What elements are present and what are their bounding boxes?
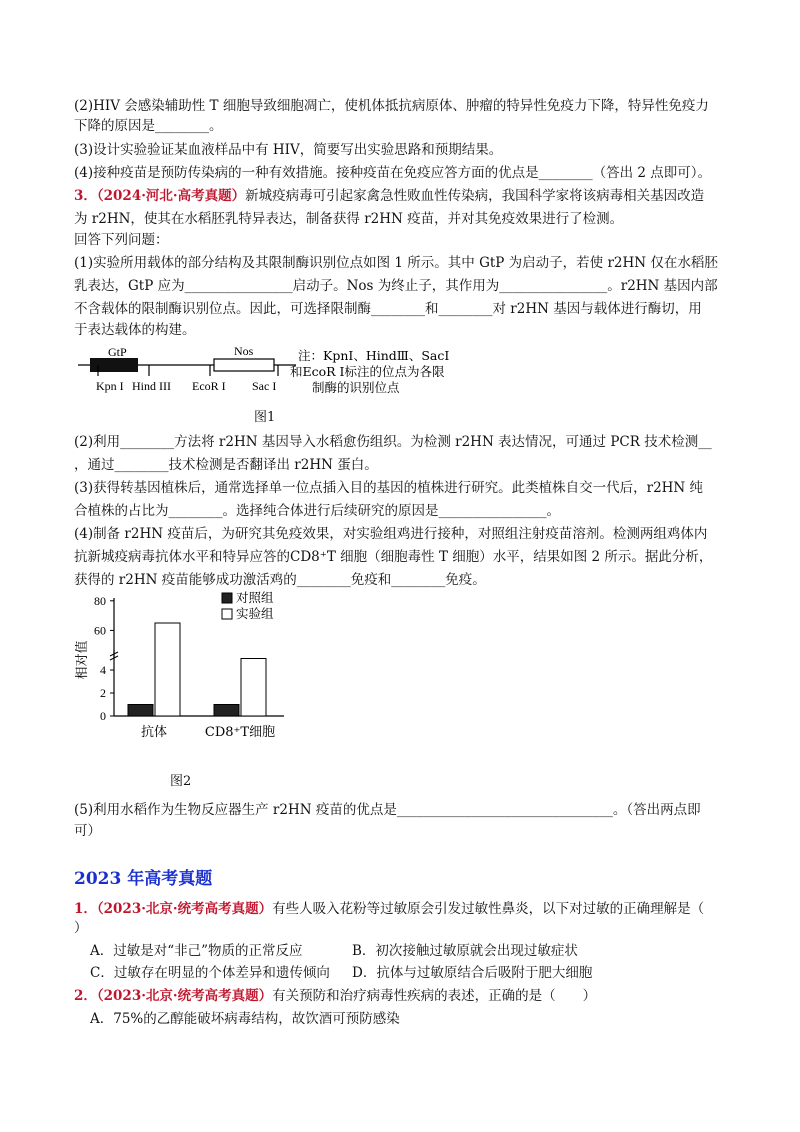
text-line: (2)利用________方法将 r2HN 基因导入水稻愈伤组织。为检测 r2HN 表达情况，可通过 PCR 技术检测__ bbox=[74, 434, 712, 450]
bar bbox=[241, 659, 266, 717]
question-number: 3．（2024·河北·高考真题） bbox=[74, 188, 246, 204]
bar-chart bbox=[74, 588, 334, 748]
figure-1-caption: 图1 bbox=[254, 410, 276, 425]
text-line: 不含载体的限制酶识别位点。因此，可选择限制酶________和________对 r2HN 基因与载体进行酶切，用 bbox=[74, 301, 702, 317]
fig1-note-3: 制酶的识别位点 bbox=[312, 380, 400, 395]
text-line: 为 r2HN，使其在水稻胚乳特异表达，制备获得 r2HN 疫苗，并对其免疫效果进行了检测。 bbox=[74, 211, 624, 227]
nos-box bbox=[214, 359, 274, 371]
text-line: 于表达载体的构建。 bbox=[74, 322, 196, 338]
legend-label: 实验组 bbox=[236, 606, 274, 621]
vector-diagram bbox=[74, 340, 494, 410]
question-number: 2．（2023·北京·统考高考真题） bbox=[74, 988, 273, 1004]
option-b[interactable]: B．初次接触过敏原就会出现过敏症状 bbox=[352, 943, 578, 959]
question-2 bbox=[74, 986, 596, 1006]
question-number: 1．（2023·北京·统考高考真题） bbox=[74, 901, 273, 917]
nos-label: Nos bbox=[234, 344, 254, 358]
option-d[interactable]: D．抗体与过敏原结合后吸附于肥大细胞 bbox=[352, 965, 593, 981]
text-line: 可） bbox=[74, 823, 101, 839]
fig1-note-1: 注：KpnⅠ、HindⅢ、SacⅠ bbox=[298, 348, 450, 363]
site-ecor: EcoR I bbox=[192, 379, 226, 393]
gtp-label: GtP bbox=[108, 345, 127, 359]
y-axis-label: 相对值 bbox=[75, 640, 90, 680]
y-tick-label: 4 bbox=[100, 663, 106, 677]
text-line: 乳表达，GtP 应为________________启动子。Nos 为终止子，其作用为________________。r2HN 基因内部 bbox=[74, 278, 718, 294]
bar bbox=[155, 623, 180, 716]
text-line: 抗新城疫病毒抗体水平和特异应答的CD8⁺T 细胞（细胞毒性 T 细胞）水平，结果如图 2 所示。据此分析， bbox=[74, 549, 713, 565]
fig1-note-2: 和EcoR Ⅰ标注的位点为各限 bbox=[290, 364, 445, 379]
figure-2-caption: 图2 bbox=[170, 774, 192, 789]
bar bbox=[128, 705, 153, 717]
option-a[interactable]: A．75%的乙醇能破坏病毒结构，故饮酒可预防感染 bbox=[90, 1011, 400, 1027]
gtp-box bbox=[90, 358, 138, 372]
text-line: (2)HIV 会感染辅助性 T 细胞导致细胞凋亡，使机体抵抗病原体、肿瘤的特异性免疫力下降，特异性免疫力 bbox=[74, 98, 709, 114]
site-sac: Sac I bbox=[252, 379, 277, 393]
text-line: (4)接种疫苗是预防传染病的一种有效措施。接种疫苗在免疫应答方面的优点是________（答出 2 点即可）。 bbox=[74, 165, 712, 181]
x-tick-label: CD8⁺T细胞 bbox=[204, 725, 276, 740]
question-text: 有些人吸入花粉等过敏原会引发过敏性鼻炎，以下对过敏的正确理解是（ bbox=[272, 901, 705, 917]
question-3 bbox=[74, 186, 704, 206]
text-line: (3)设计实验验证某血液样品中有 HIV，简要写出实验思路和预期结果。 bbox=[74, 142, 503, 158]
y-tick-label: 2 bbox=[100, 686, 106, 700]
question-1 bbox=[74, 899, 704, 919]
section-heading: 2023 年高考真题 bbox=[74, 869, 213, 889]
question-text: 有关预防和治疗病毒性疾病的表述，正确的是（ ） bbox=[272, 988, 597, 1004]
vector-map-figure bbox=[74, 340, 494, 414]
text-line: ） bbox=[74, 920, 88, 936]
y-tick-label: 80 bbox=[94, 593, 106, 608]
option-a[interactable]: A．过敏是对“非己”物质的正常反应 bbox=[90, 943, 303, 959]
legend-label: 对照组 bbox=[236, 590, 274, 605]
legend-swatch bbox=[222, 593, 232, 603]
y-tick-label: 0 bbox=[100, 709, 106, 723]
text-line: 合植株的占比为________。选择纯合体进行后续研究的原因是________________。 bbox=[74, 503, 560, 519]
bar-chart-figure bbox=[74, 588, 334, 752]
x-tick-label: 抗体 bbox=[140, 725, 168, 740]
option-c[interactable]: C．过敏存在明显的个体差异和遗传倾向 bbox=[90, 965, 330, 981]
text-line: 回答下列问题： bbox=[74, 232, 169, 248]
text-line: (4)制备 r2HN 疫苗后，为研究其免疫效果，对实验组鸡进行接种，对照组注射疫苗溶剂。检测两组鸡体内 bbox=[74, 526, 708, 542]
text-line: (3)获得转基因植株后，通常选择单一位点插入目的基因的植株进行研究。此类植株自交一代后，r2HN 纯 bbox=[74, 480, 704, 496]
question-text: 新城疫病毒可引起家禽急性败血性传染病，我国科学家将该病毒相关基因改造 bbox=[245, 188, 705, 204]
text-line: ，通过________技术检测是否翻译出 r2HN 蛋白。 bbox=[74, 457, 378, 473]
legend-swatch bbox=[222, 609, 232, 619]
y-tick-label: 60 bbox=[94, 623, 106, 638]
text-line: 下降的原因是________。 bbox=[74, 118, 223, 134]
bar bbox=[214, 705, 239, 717]
site-kpn: Kpn I bbox=[96, 379, 124, 393]
text-line: (5)利用水稻作为生物反应器生产 r2HN 疫苗的优点是________________________________。（答出两点即 bbox=[74, 802, 701, 818]
site-hind: Hind III bbox=[132, 379, 171, 393]
text-line: 获得的 r2HN 疫苗能够成功激活鸡的________免疫和________免疫。 bbox=[74, 572, 486, 588]
text-line: (1)实验所用载体的部分结构及其限制酶识别位点如图 1 所示。其中 GtP 为启动子，若使 r2HN 仅在水稻胚 bbox=[74, 255, 718, 271]
